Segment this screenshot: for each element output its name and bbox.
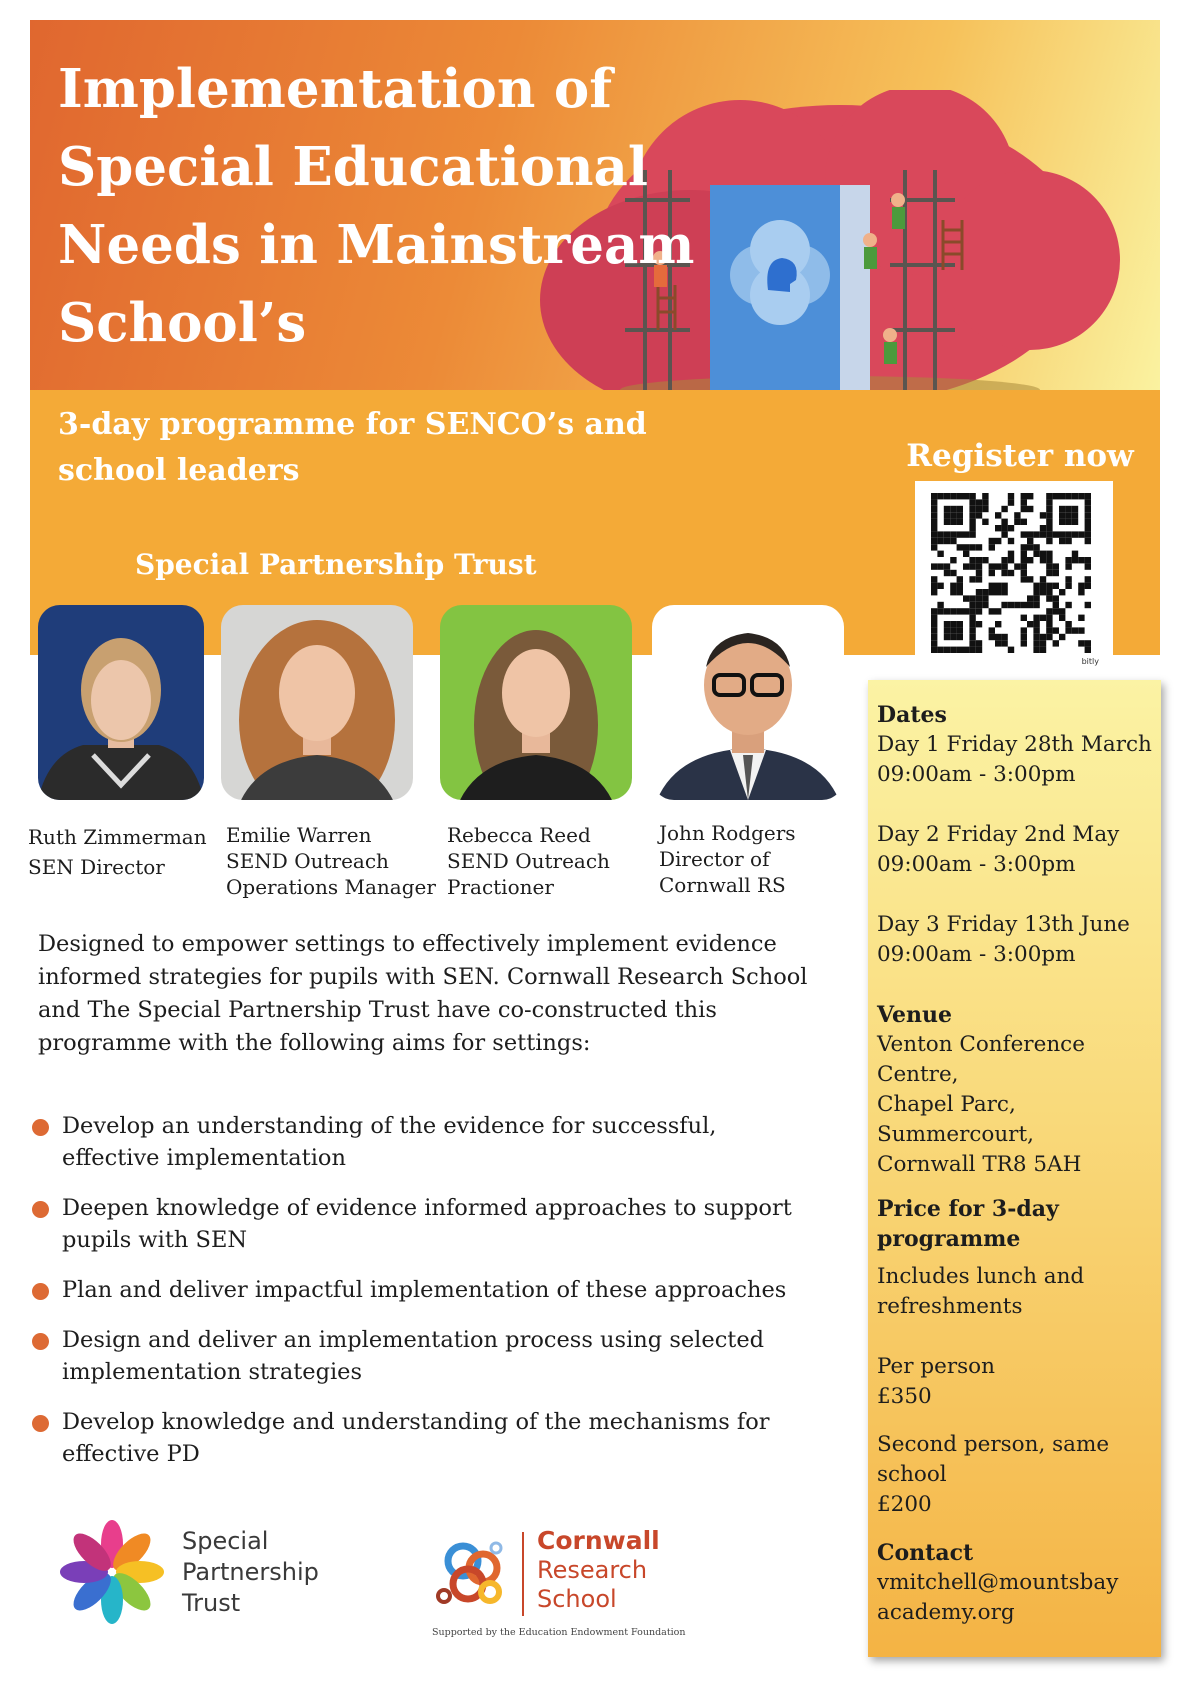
second-person-price: £200: [877, 1492, 932, 1517]
speaker-name: John Rodgers: [659, 821, 796, 845]
trust-heading: Special Partnership Trust: [135, 548, 537, 581]
speaker-role: SEN Director: [28, 855, 165, 879]
venue-line: Summercourt,: [877, 1122, 1034, 1147]
qr-code-icon: [915, 481, 1113, 669]
register-now-label: Register now: [906, 438, 1134, 474]
page-title: [58, 50, 708, 362]
bullet-icon: [32, 1333, 49, 1350]
contact-email[interactable]: academy.org: [877, 1600, 1015, 1625]
speaker-john-rodgers: [659, 820, 796, 898]
cornwall-research-school-logo: [428, 1526, 528, 1626]
aim-item: Design and deliver an implementation process using selected implementation strategies: [30, 1324, 820, 1388]
speaker-name: Rebecca Reed: [447, 823, 591, 847]
day-2-date: Day 2 Friday 2nd May: [877, 822, 1120, 847]
aim-item: Plan and deliver impactful implementation of these approaches: [30, 1274, 820, 1306]
event-details-panel: [868, 680, 1161, 1657]
speaker-photo-emilie-warren: [221, 605, 413, 800]
bullet-icon: [32, 1415, 49, 1432]
speaker-role: Operations Manager: [226, 875, 436, 899]
qr-caption: bitly: [1081, 657, 1099, 666]
programme-description: Designed to empower settings to effectively implement evidence informed strategies for pupils with SEN. Cornwall Research School and The Special Partnership Trust have co-constructed this programme with the following aims for settings:: [38, 931, 808, 1056]
speaker-ruth-zimmerman: [28, 822, 207, 882]
hero-banner: [30, 20, 1160, 390]
spt-logo-text: Special Partnership Trust: [182, 1527, 319, 1617]
speaker-role: SEND Outreach: [226, 849, 389, 873]
second-person-label: Second person, same: [877, 1432, 1110, 1457]
speaker-role: SEND Outreach: [447, 849, 610, 873]
crs-logo-text: Cornwall Research School: [537, 1526, 660, 1613]
day-3-date: Day 3 Friday 13th June: [877, 912, 1130, 937]
speaker-role: Director of: [659, 847, 770, 871]
aim-item: Develop knowledge and understanding of the mechanisms for effective PD: [30, 1406, 820, 1470]
bullet-icon: [32, 1283, 49, 1300]
speaker-role: Practioner: [447, 875, 554, 899]
per-person-price: £350: [877, 1384, 932, 1409]
speaker-rebecca-reed: [447, 822, 610, 900]
special-partnership-trust-logo: [52, 1512, 172, 1632]
title-line: Implementation of: [58, 58, 613, 120]
day-1-date: Day 1 Friday 28th March: [877, 732, 1152, 757]
includes-text: Includes lunch and: [877, 1264, 1085, 1289]
day-1-time: 09:00am - 3:00pm: [877, 762, 1076, 787]
aim-item: Develop an understanding of the evidence for successful, effective implementation: [30, 1110, 820, 1174]
venue-line: Cornwall TR8 5AH: [877, 1152, 1082, 1177]
price-heading: programme: [877, 1226, 1021, 1252]
eef-supported-text: Supported by the Education Endowment Foundation: [432, 1627, 686, 1638]
title-line: Special Educational: [58, 136, 648, 198]
price-heading: Price for 3-day: [877, 1196, 1059, 1222]
speaker-photo-rebecca-reed: [440, 605, 632, 800]
title-line: School’s: [58, 292, 307, 354]
speaker-name: Ruth Zimmerman: [28, 825, 207, 849]
bullet-icon: [32, 1201, 49, 1218]
title-line: Needs in Mainstream: [58, 214, 695, 276]
speaker-name: Emilie Warren: [226, 823, 372, 847]
dates-heading: Dates: [877, 702, 947, 728]
venue-heading: Venue: [877, 1002, 953, 1028]
subtitle-line: school leaders: [58, 453, 300, 488]
aim-item: Deepen knowledge of evidence informed approaches to support pupils with SEN: [30, 1192, 820, 1256]
day-2-time: 09:00am - 3:00pm: [877, 852, 1076, 877]
venue-line: Chapel Parc,: [877, 1092, 1016, 1117]
contact-heading: Contact: [877, 1540, 974, 1566]
includes-text: refreshments: [877, 1294, 1023, 1319]
speaker-emilie-warren: [226, 822, 436, 900]
subtitle-line: 3-day programme for SENCO’s and: [58, 407, 647, 442]
registration-qr-code[interactable]: [915, 481, 1113, 669]
venue-line: Venton Conference Centre,: [877, 1032, 1085, 1087]
day-3-time: 09:00am - 3:00pm: [877, 942, 1076, 967]
aims-list: [30, 1110, 820, 1470]
speaker-photo-ruth-zimmerman: [38, 605, 204, 800]
contact-email[interactable]: vmitchell@mountsbay: [877, 1570, 1119, 1595]
bullet-icon: [32, 1119, 49, 1136]
subtitle: [58, 402, 698, 494]
speaker-role: Cornwall RS: [659, 873, 786, 897]
speaker-photo-john-rodgers: [652, 605, 844, 800]
logo-divider: [522, 1532, 524, 1616]
second-person-label: school: [877, 1462, 947, 1487]
per-person-label: Per person: [877, 1354, 995, 1379]
